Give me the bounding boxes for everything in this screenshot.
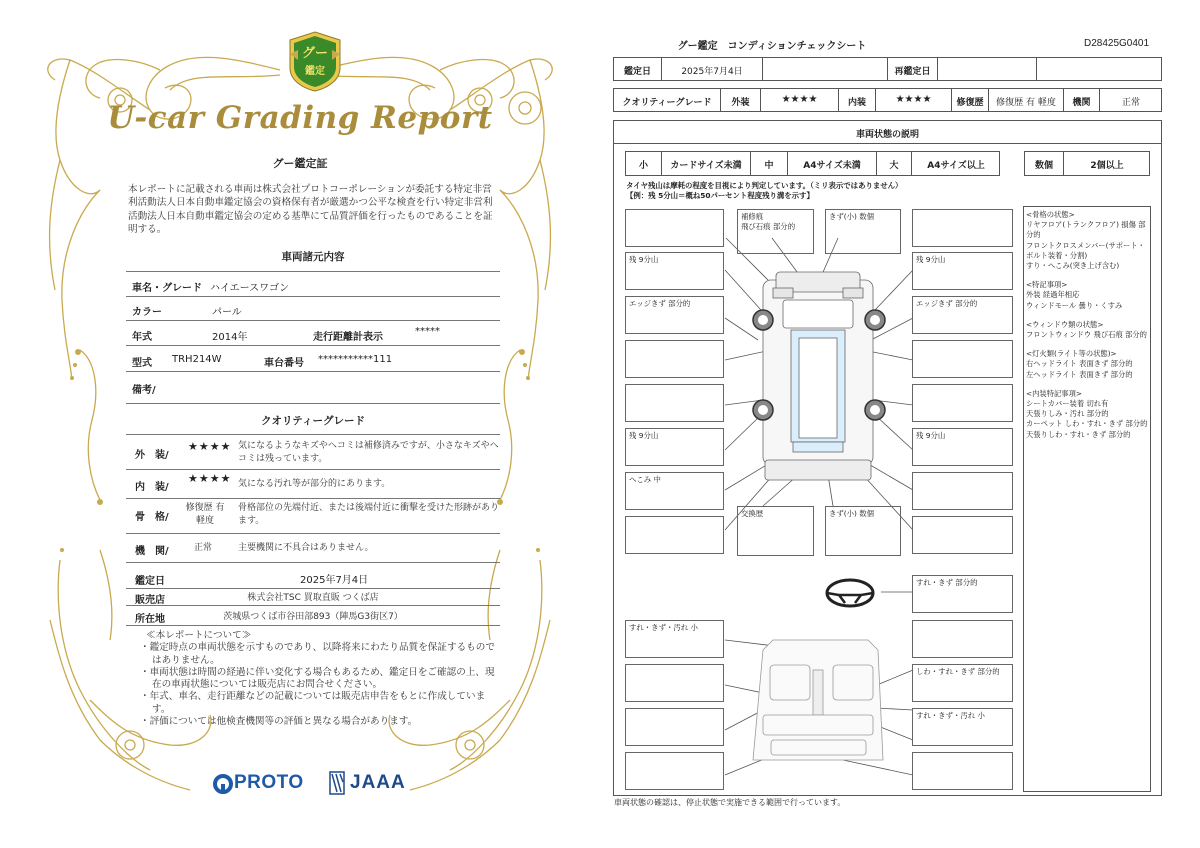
note-item: ・年式、車名、走行距離などの記載については販売店申告をもとに作成しています。 xyxy=(140,691,486,715)
quality-grade-label: クオリティーグレード xyxy=(622,98,712,108)
condition-description-heading: 車両状態の説明 xyxy=(855,130,919,140)
engine-value: 正常 xyxy=(1121,98,1140,108)
frame-state-notes: <骨格の状態> リヤフロア(トランクフロア) 損傷 部分的 フロントクロスメンバー(サポート・ボルト装着・分割) すり・へこみ(突き上げ含む) xyxy=(1026,210,1146,271)
interior-comment: 気になる汚れ等が部分的にあります。 xyxy=(238,479,391,489)
exterior-stars: ★★★★ xyxy=(781,94,818,105)
report-script-title: U-car Grading Report xyxy=(107,100,493,136)
store-label: 販売店 xyxy=(135,595,165,606)
badge-text-top: グー xyxy=(301,46,329,61)
tire-note-1: タイヤ残山は摩耗の程度を目視により判定しています。（ミリ表示ではありません） xyxy=(626,181,903,190)
remarks-label: 備考/ xyxy=(132,385,156,396)
interior-label: 内 装/ xyxy=(135,482,169,493)
count-label: 数個 xyxy=(1034,161,1053,171)
jaaa-logo-text: JAAA xyxy=(350,772,406,793)
window-notes: <ウィンドウ類の状態> フロントウィンドウ 飛び石痕 部分的 xyxy=(1026,319,1147,340)
report-notes xyxy=(140,630,500,728)
interior-label: 内装 xyxy=(847,98,866,108)
mark-box-right-tire-rear: 残 9分山 xyxy=(912,428,1013,466)
year-label: 年式 xyxy=(132,332,152,343)
exterior-label: 外 装/ xyxy=(135,450,169,461)
mark-box-rear-left xyxy=(625,516,724,554)
appraisal-date-label: 鑑定日 xyxy=(135,576,165,587)
frame-comment: 骨格部位の先端付近、または後端付近に衝撃を受けた形跡があります。 xyxy=(238,503,500,526)
engine-label: 機 関/ xyxy=(135,546,169,557)
repair-history-label: 修復歴 xyxy=(956,98,984,108)
side-notes xyxy=(1026,210,1152,449)
divider xyxy=(126,562,500,563)
mark-box-front-left xyxy=(625,209,724,247)
mileage-value: ***** xyxy=(415,326,440,337)
chassis-value: ***********111 xyxy=(318,354,393,365)
divider xyxy=(126,296,500,297)
mark-box-interior-left-3 xyxy=(625,708,724,746)
engine-value: 正常 xyxy=(194,543,213,553)
mark-box-interior-right-3 xyxy=(912,752,1013,790)
divider xyxy=(126,320,500,321)
exterior-label: 外装 xyxy=(731,98,750,108)
special-notes: <特記事項> 外装 経過年相応 ウィンドモール 曇り・くすみ xyxy=(1026,280,1123,310)
mark-box-left-mid xyxy=(625,340,724,378)
mark-box-rear-right xyxy=(912,516,1013,554)
store-value: 株式会社TSC 買取直販 つくば店 xyxy=(247,593,379,603)
size-mid-desc: A4サイズ未満 xyxy=(803,161,861,171)
chassis-label: 車台番号 xyxy=(264,358,304,369)
divider xyxy=(126,434,500,435)
interior-stars: ★★★★ xyxy=(895,94,932,105)
car-name-label: 車名・グレード xyxy=(132,283,202,294)
appraisal-date-value: 2025年7月4日 xyxy=(681,67,743,77)
note-item: ・評価については他検査機関等の評価と異なる場合があります。 xyxy=(140,716,418,728)
frame-value: 修復歴 有 軽度 xyxy=(185,503,225,526)
divider xyxy=(126,498,500,499)
divider xyxy=(126,345,500,346)
divider xyxy=(126,371,500,372)
reappraisal-date-label: 再鑑定日 xyxy=(894,67,931,77)
color-value: パール xyxy=(212,307,242,318)
mark-box-interior-left-4 xyxy=(625,752,724,790)
steering-wheel-icon xyxy=(827,580,873,606)
mark-box-bottom-2: きず(小) 数個 xyxy=(825,506,901,556)
mark-box-right-lower xyxy=(912,472,1013,510)
car-name-value: ハイエースワゴン xyxy=(210,283,290,294)
divider xyxy=(126,469,500,470)
mark-box-top-1: 補修痕 飛び石痕 部分的 xyxy=(737,209,814,254)
mark-box-left-tire-rear: 残 9分山 xyxy=(625,428,724,466)
mark-box-top-2: きず(小) 数個 xyxy=(825,209,901,254)
interior-notes: <内装特記事項> シートカバー装着 切れ有 天張りしみ・汚れ 部分的 カーペット しわ・すれ・きず 部分的 天張りしわ・すれ・きず 部分的 xyxy=(1026,388,1148,439)
note-item: ・車両状態は時間の経過に伴い変化する場合もあるため、鑑定日をご確認の上、現在の車両状態については販売店にお問合せください。 xyxy=(140,666,495,691)
mark-box-right-edge: エッジきず 部分的 xyxy=(912,296,1013,334)
mark-box-interior-left-2 xyxy=(625,664,724,702)
mark-box-steering: すれ・きず 部分的 xyxy=(912,575,1013,613)
certificate-title: グー鑑定証 xyxy=(272,157,328,170)
year-value: 2014年 xyxy=(212,332,248,343)
jaaa-logo-icon xyxy=(327,770,347,796)
exterior-comment: 気になるようなキズやヘコミは補修済みですが、小さなキズやヘコミは残っています。 xyxy=(238,441,499,464)
interior-stars: ★★★★ xyxy=(188,472,232,485)
note-item: ・鑑定時点の車両状態を示すものであり、以降将来にわたり品質を保証するものではありません。 xyxy=(140,642,495,666)
light-notes: <灯火類(ライト等の状態)> 右ヘッドライト 表面きず 部分的 左ヘッドライト 表面きず 部分的 xyxy=(1026,349,1133,379)
divider xyxy=(126,605,500,606)
proto-logo-icon xyxy=(212,773,234,795)
mark-box-interior-right-1: しわ・すれ・きず 部分的 xyxy=(912,664,1013,702)
proto-logo-text: PROTO xyxy=(234,772,304,793)
size-mid-label: 中 xyxy=(764,161,774,171)
checksheet-footer: 車両状態の確認は、停止状態で実施できる範囲で行っています。 xyxy=(614,798,846,807)
exterior-stars: ★★★★ xyxy=(188,440,232,453)
goo-kantei-badge xyxy=(288,30,342,92)
mark-box-bottom-1: 交換歴 xyxy=(737,506,814,556)
mark-box-left-edge: エッジきず 部分的 xyxy=(625,296,724,334)
mark-box-front-right xyxy=(912,209,1013,247)
repair-history-value: 修復歴 有 軽度 xyxy=(996,98,1056,108)
divider xyxy=(126,588,500,589)
mark-box-left-rear xyxy=(625,384,724,422)
size-large-desc: A4サイズ以上 xyxy=(927,161,985,171)
address-label: 所在地 xyxy=(135,614,165,625)
mark-box-right-tire-front: 残 9分山 xyxy=(912,252,1013,290)
engine-label: 機関 xyxy=(1072,98,1091,108)
appraisal-date-label: 鑑定日 xyxy=(623,67,651,77)
size-large-label: 大 xyxy=(889,161,899,171)
mileage-label: 走行距離計表示 xyxy=(313,332,383,343)
document-id: D28425G0401 xyxy=(1084,38,1150,49)
badge-text-bottom: 鑑定 xyxy=(305,66,325,77)
mark-box-dent: へこみ 中 xyxy=(625,472,724,510)
certificate-body: 本レポートに記載される車両は株式会社プロトコーポレーションが委託する特定非営利活動法人日本自動車鑑定協会の資格保有者が厳選かつ公平な検査を行い特定非営利活動法人日本自動車鑑定協会の定める基準にて品質評価を行ったものであることを証明する。 xyxy=(128,184,493,236)
divider xyxy=(126,625,500,626)
tire-note-2: 【例：残 5分山＝概ね50パーセント程度残り溝を示す】 xyxy=(626,191,814,200)
notes-title: ≪本レポートについて≫ xyxy=(146,630,252,641)
mark-box-right-mid xyxy=(912,340,1013,378)
count-desc: 2個以上 xyxy=(1090,161,1124,171)
mark-box-left-tire-front: 残 9分山 xyxy=(625,252,724,290)
specs-heading: 車両諸元内容 xyxy=(281,251,345,263)
engine-comment: 主要機関に不具合はありません。 xyxy=(238,543,374,553)
mark-box-interior-right-0 xyxy=(912,620,1013,658)
mark-box-right-rear xyxy=(912,384,1013,422)
divider xyxy=(126,271,500,272)
checksheet-title: グー鑑定 コンディションチェックシート xyxy=(677,41,867,52)
model-value: TRH214W xyxy=(172,354,222,365)
size-small-label: 小 xyxy=(638,161,648,171)
mark-box-interior-left-1: すれ・きず・汚れ 小 xyxy=(625,620,724,658)
model-label: 型式 xyxy=(132,358,152,369)
appraisal-date-value: 2025年7月4日 xyxy=(300,575,369,586)
divider xyxy=(126,533,500,534)
frame-label: 骨 格/ xyxy=(135,512,169,523)
address-value: 茨城県つくば市谷田部893（陣馬G3街区7） xyxy=(223,612,403,622)
color-label: カラー xyxy=(132,307,162,318)
mark-box-interior-right-2: すれ・きず・汚れ 小 xyxy=(912,708,1013,746)
size-small-desc: カードサイズ未満 xyxy=(670,161,742,171)
divider xyxy=(126,403,500,404)
quality-heading: クオリティーグレード xyxy=(261,415,365,427)
